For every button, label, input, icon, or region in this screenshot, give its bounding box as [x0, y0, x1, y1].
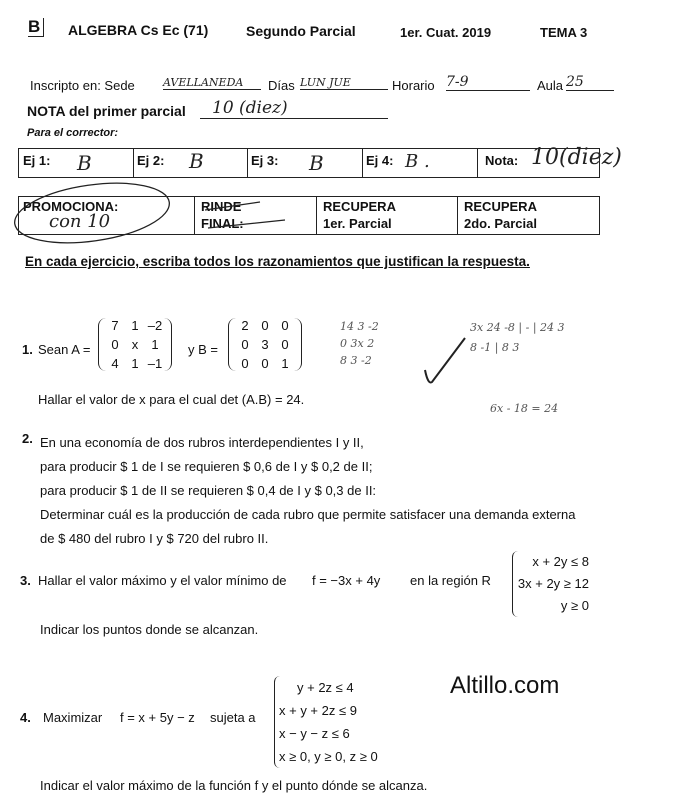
promociona-label: PROMOCIONA:: [23, 199, 119, 214]
ex3-function: f = −3x + 4y: [312, 573, 381, 588]
corrector-label: Para el corrector:: [27, 127, 119, 139]
checkmark-icon: [420, 330, 470, 390]
ex4-text: Maximizar: [43, 710, 103, 725]
ej2-label: Ej 2:: [137, 153, 165, 168]
version-badge: B: [28, 18, 44, 37]
tema: TEMA 3: [540, 25, 588, 40]
grades-table: [18, 145, 622, 178]
ex1-number: 1.: [22, 342, 33, 357]
horario-value: 7-9: [446, 74, 530, 91]
instruction: En cada ejercicio, escriba todos los razonamientos que justifican la respuesta.: [25, 254, 530, 269]
aula-value: 25: [566, 74, 614, 91]
nota-label: Nota:: [485, 153, 519, 168]
ex3-text: Hallar el valor máximo y el valor mínimo de: [38, 573, 287, 588]
ex1-mid: y B =: [188, 342, 218, 357]
sede-value: AVELLANEDA: [163, 76, 261, 90]
ex4-function: f = x + 5y − z: [120, 710, 195, 725]
matrix-a: 7 1 –2 0 x 1 4 1 –1: [98, 318, 172, 371]
matrix-b: 2 0 0 0 3 0 0 0 1: [228, 318, 302, 371]
first-grade-label: NOTA del primer parcial: [27, 103, 186, 119]
ex4-task: Indicar el valor máximo de la función f y el punto dónde se alcanza.: [40, 778, 428, 793]
ej1-label: Ej 1:: [23, 153, 51, 168]
term: 1er. Cuat. 2019: [400, 25, 492, 40]
exam-name: Segundo Parcial: [246, 23, 356, 39]
promociona-circle: [11, 180, 173, 250]
ex3-region-label: en la región R: [410, 573, 491, 588]
ex4-constraints: y + 2z ≤ 4 x + y + 2z ≤ 9 x − y − z ≤ 6 x ≥ 0, y ≥ 0, z ≥ 0: [274, 676, 378, 768]
ex3-number: 3.: [20, 573, 31, 588]
student-work-3: 6x - 18 = 24: [490, 402, 559, 415]
handwritten-marks: [0, 180, 320, 250]
ej2-grade: B: [189, 149, 204, 173]
ex2-text: En una economía de dos rubros interdependientes I y II, para producir $ 1 de I se requieren $ 0,6 de I y $ 0,2 de II; para producir $ 1 de II se requieren $ 0,4 de I y $ 0,3 de II: Determinar cuál es la producción de cada rubro que permite satisfacer una demanda externa de $ 480 del rubro I y $ 720 del rubro II.: [40, 435, 576, 546]
ex3-task: Indicar los puntos donde se alcanzan.: [40, 622, 259, 637]
watermark: Altillo.com: [450, 672, 560, 699]
ej4-grade: B .: [405, 151, 430, 172]
horario-label: Horario: [392, 78, 435, 93]
ex2-number: 2.: [22, 431, 33, 446]
promociona-value: con 10: [49, 211, 111, 232]
ej4-label: Ej 4:: [366, 153, 394, 168]
ex1-intro: Sean A =: [38, 342, 91, 357]
ex1-task: Hallar el valor de x para el cual det (A.B) = 24.: [38, 392, 305, 407]
recupera2-sub: 2do. Parcial: [464, 216, 537, 231]
strike-marks: [205, 202, 320, 228]
ex4-number: 4.: [20, 710, 31, 725]
ej3-grade: B: [309, 151, 324, 175]
nota-value: 10(diez): [531, 145, 622, 170]
student-work-2: 3x 24 -8 | - | 24 3 8 -1 | 8 3: [470, 321, 565, 354]
ex4-subject: sujeta a: [210, 710, 256, 725]
student-work: 14 3 -2 0 3x 2 8 3 -2: [340, 320, 379, 367]
dias-label: Días: [268, 78, 295, 93]
inscription-label: Inscripto en: Sede: [30, 78, 135, 93]
first-grade-value: 10 (diez): [200, 98, 388, 119]
aula-label: Aula: [537, 78, 564, 93]
recupera1-label: RECUPERA: [323, 199, 396, 214]
ex3-constraints: x + 2y ≤ 8 3x + 2y ≥ 12 y ≥ 0: [512, 551, 589, 617]
recupera2-label: RECUPERA: [464, 199, 537, 214]
final-label: FINAL:: [201, 216, 244, 231]
ej3-label: Ej 3:: [251, 153, 279, 168]
dias-value: LUN JUE: [300, 76, 388, 90]
rinde-label: RINDE: [201, 199, 242, 214]
ej1-grade: B: [77, 151, 92, 175]
recupera1-sub: 1er. Parcial: [323, 216, 392, 231]
course-title: ALGEBRA Cs Ec (71): [68, 22, 209, 38]
